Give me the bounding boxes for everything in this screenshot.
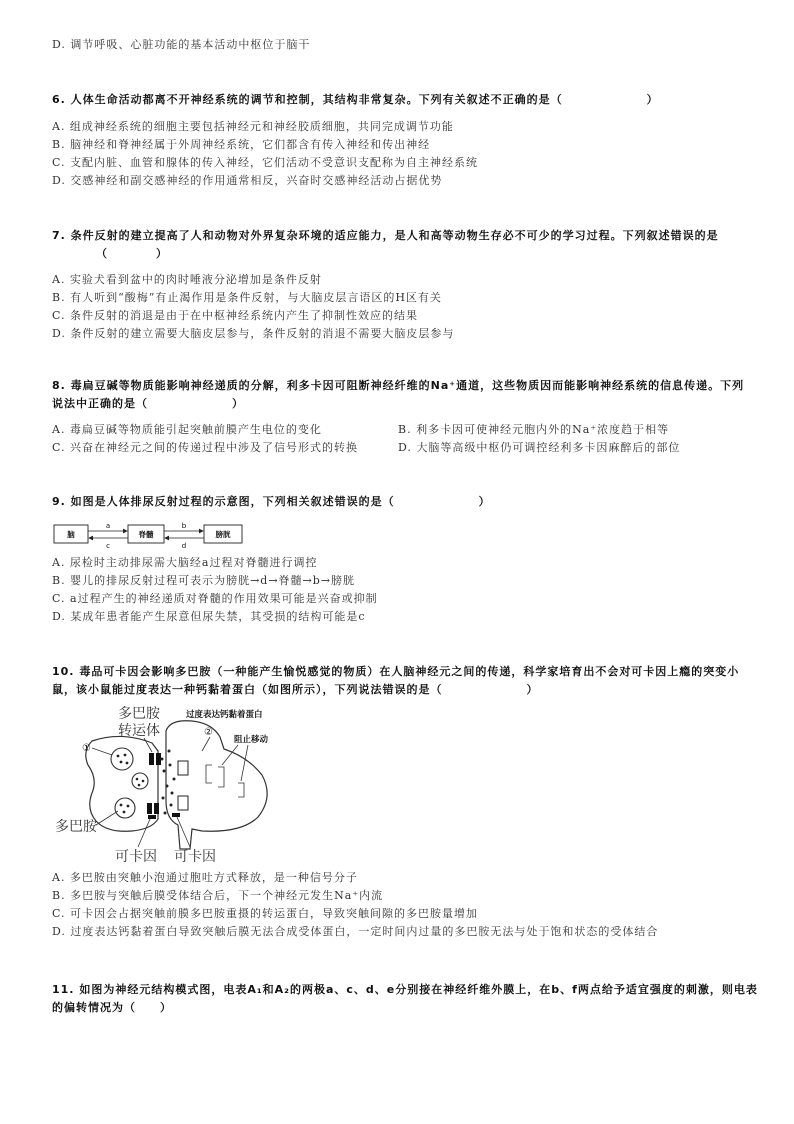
dopamine-dot xyxy=(117,755,120,758)
dopamine-dot xyxy=(123,811,126,814)
cocaine-label: 可卡因 xyxy=(174,849,216,865)
dopamine-receptor xyxy=(178,761,188,775)
dopamine-dot xyxy=(124,754,127,757)
cocaine-label: 可卡因 xyxy=(115,849,157,865)
transporter-leader xyxy=(144,738,152,752)
q10-stem-line2: 鼠，该小鼠能过度表达一种钙黏着蛋白（如图所示），下列说法错误的是（ ） xyxy=(52,683,539,696)
q10-option-c: C. 可卡因会占据突触前膜多巴胺重摄的转运蛋白，导致突触间隙的多巴胺量增加 xyxy=(52,907,479,920)
q8-stem-line2: 说法中正确的是（ ） xyxy=(52,397,244,410)
cocaine-molecule xyxy=(172,813,180,817)
synapse-diagram xyxy=(52,701,292,866)
q6-option-c: C. 支配内脏、血管和腺体的传入神经，它们活动不受意识支配称为自主神经系统 xyxy=(52,156,479,169)
q7-option-a: A. 实验犬看到盆中的肉时唾液分泌增加是条件反射 xyxy=(52,273,322,286)
cocaine-leader xyxy=(138,819,150,847)
dopamine-dot xyxy=(120,804,123,807)
q8-stem-line1: 8. 毒扁豆碱等物质能影响神经递质的分解，利多卡因可阻断神经纤维的Na⁺通道，这些物质因而能影响神经系统的信息传递。下列 xyxy=(52,379,745,392)
dopamine-dot xyxy=(168,750,171,753)
bladder-label: 膀胱 xyxy=(215,530,231,539)
q10-option-b: B. 多巴胺与突触后膜受体结合后，下一个神经元发生Na⁺内流 xyxy=(52,889,384,902)
synaptic-vesicle xyxy=(132,773,148,789)
cadherin-bracket xyxy=(218,767,224,787)
q6-option-b: B. 脑神经和脊神经属于外周神经系统，它们都含有传入神经和传出神经 xyxy=(52,138,431,151)
dopamine-dot xyxy=(136,778,139,781)
dopamine-dot xyxy=(170,804,173,807)
cadherin-bracket xyxy=(206,765,212,783)
dopamine-leader xyxy=(96,811,118,825)
synaptic-vesicle xyxy=(115,798,135,818)
synaptic-vesicle xyxy=(111,748,133,770)
q10-stem-line1: 10. 毒品可卡因会影响多巴胺（一种能产生愉悦感觉的物质）在人脑神经元之间的传递，科学家培育出不会对可卡因上瘾的突变小 xyxy=(52,665,740,678)
q9-option-a: A. 尿检时主动排尿需大脑经a过程对脊髓进行调控 xyxy=(52,556,318,569)
arrow-d-label: d xyxy=(181,542,187,550)
dopamine-dot xyxy=(142,780,145,783)
dopamine-dot xyxy=(173,778,176,781)
q8-option-b: B. 利多卡因可使神经元胞内外的Na⁺浓度趋于相等 xyxy=(398,423,670,436)
q8-option-a: A. 毒扁豆碱等物质能引起突触前膜产生电位的变化 xyxy=(52,423,322,436)
dopamine-dot xyxy=(169,764,172,767)
q11-stem-line1: 11. 如图为神经元结构模式图，电表A₁和A₂的两极a、c、d、e分别接在神经纤维外膜上，在b、f两点给予适宜强度的刺激，则电表 xyxy=(52,983,758,996)
dopamine-dot xyxy=(164,812,167,815)
q7-option-b: B. 有人听到“酸梅”有止渴作用是条件反射，与大脑皮层言语区的H区有关 xyxy=(52,291,442,304)
dopamine-dot xyxy=(127,805,130,808)
block-leader xyxy=(241,745,248,781)
block-label: 阻止移动 xyxy=(234,735,269,745)
q8-option-d: D. 大脑等高级中枢仍可调控经利多卡因麻醉后的部位 xyxy=(398,441,681,454)
spinal-cord-label: 脊髓 xyxy=(138,530,154,539)
q5-option-d: D. 调节呼吸、心脏功能的基本活动中枢位于脑干 xyxy=(52,38,311,51)
dopamine-dot xyxy=(162,797,165,800)
dopamine-dot xyxy=(126,762,129,765)
dopamine-dot xyxy=(163,770,166,773)
adhesion-label: 过度表达钙黏着蛋白 xyxy=(186,710,263,720)
dopamine-dot xyxy=(166,785,169,788)
urination-reflex-diagram xyxy=(52,518,252,550)
marker-1: ① xyxy=(82,743,91,754)
q10-option-a: A. 多巴胺由突触小泡通过胞吐方式释放，是一种信号分子 xyxy=(52,871,358,884)
dopamine-dot xyxy=(138,784,141,787)
dopamine-transporter xyxy=(149,753,154,765)
dopamine-dot xyxy=(161,758,164,761)
brain-label: 脑 xyxy=(67,530,75,539)
dopamine-label: 多巴胺 xyxy=(55,819,97,835)
q8-option-c: C. 兴奋在神经元之间的传递过程中涉及了信号形式的转换 xyxy=(52,441,359,454)
dopamine-transporter xyxy=(156,753,161,765)
transporter-label-line2: 转运体 xyxy=(118,723,160,739)
arrow-b-label: b xyxy=(181,522,187,530)
cadherin-bracket xyxy=(238,783,244,797)
q9-stem: 9. 如图是人体排尿反射过程的示意图，下列相关叙述错误的是（ ） xyxy=(52,495,491,508)
q10-option-d: D. 过度表达钙黏着蛋白导致突触后膜无法合成受体蛋白，一定时间内过量的多巴胺无法与处于饱和状态的受体结合 xyxy=(52,925,659,938)
q6-option-a: A. 组成神经系统的细胞主要包括神经元和神经胶质细胞，共同完成调节功能 xyxy=(52,120,454,133)
q7-stem-line2: （ ） xyxy=(96,247,168,260)
q6-option-d: D. 交感神经和副交感神经的作用通常相反，兴奋时交感神经活动占据优势 xyxy=(52,174,443,187)
arrow-a-label: a xyxy=(105,522,111,530)
dopamine-dot xyxy=(171,792,174,795)
dopamine-dot xyxy=(120,761,123,764)
marker-2-leader xyxy=(202,737,210,751)
marker-2: ② xyxy=(204,727,213,738)
q7-option-d: D. 条件反射的建立需要大脑皮层参与，条件反射的消退不需要大脑皮层参与 xyxy=(52,327,455,340)
q7-option-c: C. 条件反射的消退是由于在中枢神经系统内产生了抑制性效应的结果 xyxy=(52,309,419,322)
arrow-c-label: c xyxy=(106,542,110,550)
q7-stem-line1: 7. 条件反射的建立提高了人和动物对外界复杂环境的适应能力，是人和高等动物生存必不可少的学习过程。下列叙述错误的是 xyxy=(52,229,719,242)
dopamine-receptor xyxy=(178,796,188,810)
marker-1-leader xyxy=(92,748,112,755)
q9-option-b: B. 婴儿的排尿反射过程可表示为膀胱→d→脊髓→b→膀胱 xyxy=(52,574,356,587)
dopamine-transporter xyxy=(154,803,159,814)
q11-stem-line2: 的偏转情况为（ ） xyxy=(52,1001,172,1014)
cocaine-molecule xyxy=(148,815,156,819)
block-leader xyxy=(222,745,238,765)
transporter-label-line1: 多巴胺 xyxy=(118,706,160,722)
dopamine-transporter xyxy=(147,803,152,814)
q6-stem: 6. 人体生命活动都离不开神经系统的调节和控制，其结构非常复杂。下列有关叙述不正确的是（ ） xyxy=(52,93,659,106)
q9-option-d: D. 某成年患者能产生尿意但尿失禁，其受损的结构可能是c xyxy=(52,610,366,623)
q9-option-c: C. a过程产生的神经递质对脊髓的作用效果可能是兴奋或抑制 xyxy=(52,592,378,605)
